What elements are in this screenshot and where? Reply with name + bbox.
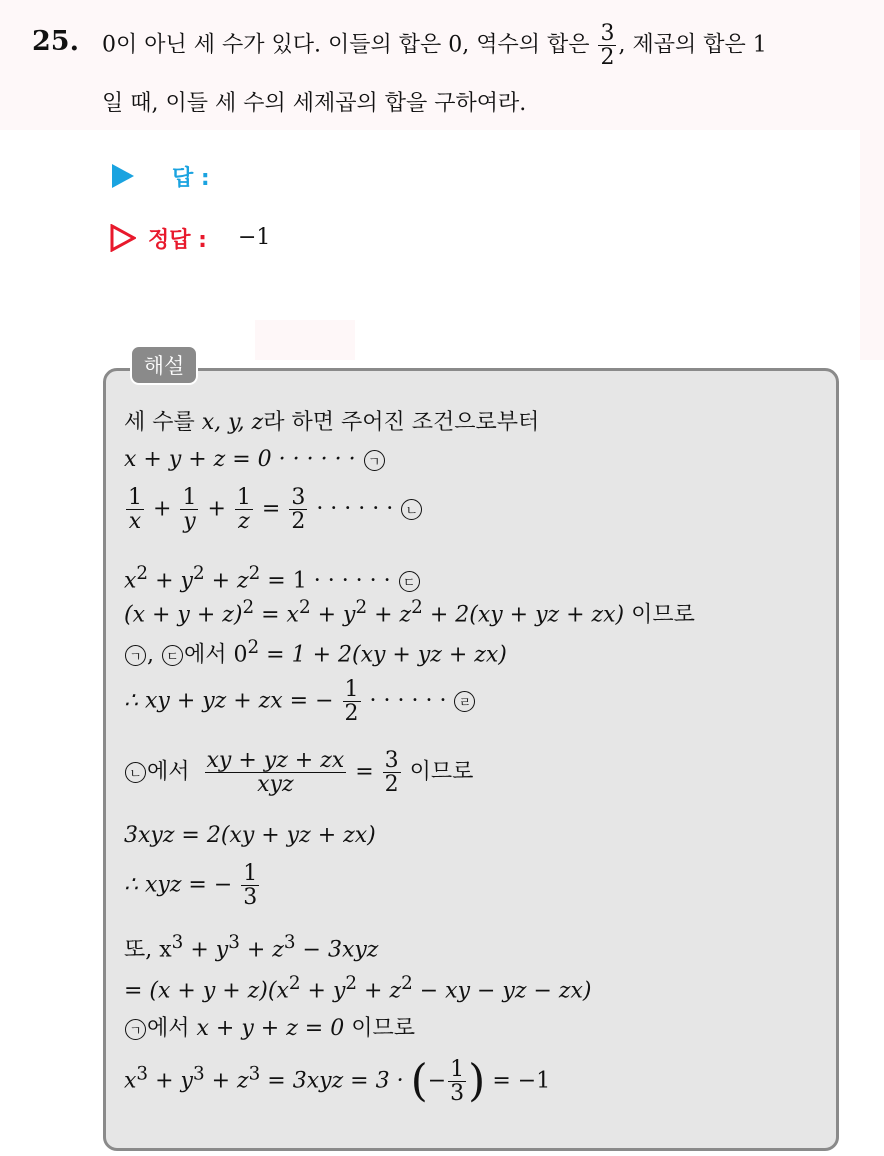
sup: 3: [192, 1063, 205, 1085]
dots: · · · · · ·: [316, 496, 394, 522]
fraction: [205, 749, 347, 796]
solution-line-2: [124, 447, 386, 472]
sup: 3: [228, 932, 240, 953]
t: + z: [367, 602, 412, 628]
num: xy + yz + zx: [206, 748, 345, 773]
t: + z: [204, 1068, 249, 1094]
t: ∴ xyz = −: [124, 872, 233, 898]
answer-arrow-icon: [112, 164, 134, 188]
t: 이므로: [631, 602, 695, 628]
plus: +: [207, 496, 226, 522]
sup: 2: [242, 597, 255, 618]
sup: 3: [248, 1063, 261, 1085]
correct-arrow-icon: [110, 224, 136, 252]
circled-mark-1: ㄱ: [364, 450, 385, 471]
variables: x, y, z: [201, 410, 264, 435]
t: x: [124, 568, 137, 594]
question-text-a: 0이 아닌 세 수가 있다. 이들의 합은 0, 역수의 합은: [102, 32, 590, 58]
sup: 2: [355, 597, 368, 618]
num: 1: [128, 485, 142, 510]
den: 2: [344, 701, 359, 727]
t: − 3xyz: [295, 937, 379, 963]
t: = (x + y + z)(x: [124, 978, 289, 1004]
fraction: [343, 678, 361, 725]
circled-mark-2: ㄴ: [401, 499, 422, 520]
t: = x: [254, 602, 299, 628]
num: 1: [344, 677, 359, 702]
num: 1: [236, 485, 251, 510]
solution-line-7: [124, 678, 476, 725]
t: + y: [310, 602, 356, 628]
fraction-numerator: 3: [600, 21, 615, 46]
t: 이므로: [409, 759, 474, 785]
equation: x + y + z = 0 · · · · · ·: [124, 447, 356, 472]
sup: 2: [192, 563, 205, 584]
correct-answer-label: 정답 :: [148, 228, 207, 253]
sup: 2: [288, 973, 301, 994]
solution-line-3: [124, 486, 423, 533]
solution-line-8: [124, 749, 473, 796]
t: 또, x: [124, 937, 172, 963]
text: 세 수를: [124, 410, 195, 435]
close-paren: ): [468, 1055, 486, 1107]
den: 2: [291, 509, 306, 535]
sup: 3: [171, 932, 184, 953]
solution-line-13: [124, 1011, 415, 1042]
sup: 2: [136, 563, 149, 584]
t: = −1: [492, 1068, 551, 1094]
sup: 2: [248, 563, 261, 584]
question-number: 25.: [32, 26, 79, 57]
t: + y: [148, 568, 193, 594]
t: 이므로: [351, 1016, 415, 1041]
num: 1: [450, 1057, 465, 1082]
equals: =: [355, 759, 374, 785]
question-text-b: , 제곱의 합은 1: [618, 32, 767, 58]
solution-line-10: [124, 862, 261, 909]
question-fraction: [598, 22, 616, 69]
solution-line-12: [124, 973, 591, 1003]
den: x: [126, 509, 144, 533]
circled-mark-2: ㄴ: [125, 762, 146, 783]
t: − xy − yz − zx): [412, 978, 592, 1004]
sup: 2: [247, 637, 260, 658]
den: y: [180, 509, 198, 533]
text: 라 하면 주어진 조건으로부터: [263, 410, 540, 435]
t: + z: [357, 978, 402, 1004]
question-line-1: [102, 22, 767, 69]
dots: · · · · · ·: [369, 688, 447, 714]
t: 에서: [147, 759, 190, 785]
sup: 2: [411, 597, 423, 618]
solution-line-6: [124, 637, 507, 668]
den: 2: [384, 772, 399, 798]
solution-line-11: [124, 932, 378, 963]
t: = 1 · · · · · ·: [260, 568, 391, 594]
num: 1: [182, 485, 197, 510]
den: z: [235, 509, 253, 533]
solution-line-5: [124, 597, 695, 628]
circled-mark-3: ㄷ: [162, 645, 183, 666]
fraction-denominator: 2: [600, 45, 615, 71]
num: 1: [243, 861, 258, 886]
solution-line-9: 3xyz = 2(xy + yz + zx): [124, 823, 376, 848]
t: + y: [148, 1068, 193, 1094]
t: + z: [204, 568, 249, 594]
solution-line-14: [124, 1055, 551, 1107]
solution-line-1: [124, 405, 539, 436]
open-paren: (: [410, 1055, 428, 1107]
sup: 2: [345, 973, 358, 994]
t: (x + y + z): [124, 602, 243, 628]
fraction: [448, 1058, 466, 1105]
t: + z: [239, 937, 284, 963]
circled-mark-4: ㄹ: [454, 691, 475, 712]
t: 에서: [147, 1016, 190, 1041]
plus: +: [153, 496, 172, 522]
fraction: [383, 749, 401, 796]
question-line-2: 일 때, 이들 세 수의 세제곱의 합을 구하여라.: [102, 91, 527, 116]
minus: −: [427, 1068, 447, 1094]
t: x: [124, 1068, 137, 1094]
circled-mark-3: ㄷ: [399, 571, 420, 592]
sup: 2: [298, 597, 311, 618]
den: xyz: [205, 772, 347, 796]
t: = 1 + 2(xy + yz + zx): [259, 642, 507, 668]
equals: =: [261, 496, 281, 522]
den: 3: [243, 885, 258, 911]
t: ,: [147, 642, 154, 668]
watermark-block: [860, 130, 884, 360]
fraction: [235, 486, 253, 533]
t: = 3xyz = 3 ·: [260, 1068, 404, 1094]
fraction: [289, 486, 307, 533]
correct-answer-value: −1: [238, 225, 271, 250]
fraction: [126, 486, 144, 533]
fraction: [241, 862, 259, 909]
t: x + y + z = 0: [196, 1016, 345, 1041]
sup: 2: [401, 973, 413, 994]
t: + y: [183, 937, 229, 963]
t: 에서 0: [184, 642, 248, 668]
sup: 3: [283, 932, 296, 953]
answer-label: 답 :: [172, 166, 210, 191]
sup: 3: [136, 1063, 149, 1085]
circled-mark-1: ㄱ: [125, 645, 146, 666]
watermark-block: [255, 320, 355, 360]
num: 3: [384, 748, 399, 773]
solution-tag: 해설: [130, 345, 198, 385]
solution-line-4: [124, 563, 421, 593]
fraction: [180, 486, 198, 533]
den: 3: [450, 1081, 465, 1107]
t: ∴ xy + yz + zx = −: [124, 688, 334, 714]
num: 3: [291, 485, 306, 510]
t: + y: [300, 978, 346, 1004]
t: + 2(xy + yz + zx): [422, 602, 625, 628]
circled-mark-1: ㄱ: [125, 1019, 146, 1040]
